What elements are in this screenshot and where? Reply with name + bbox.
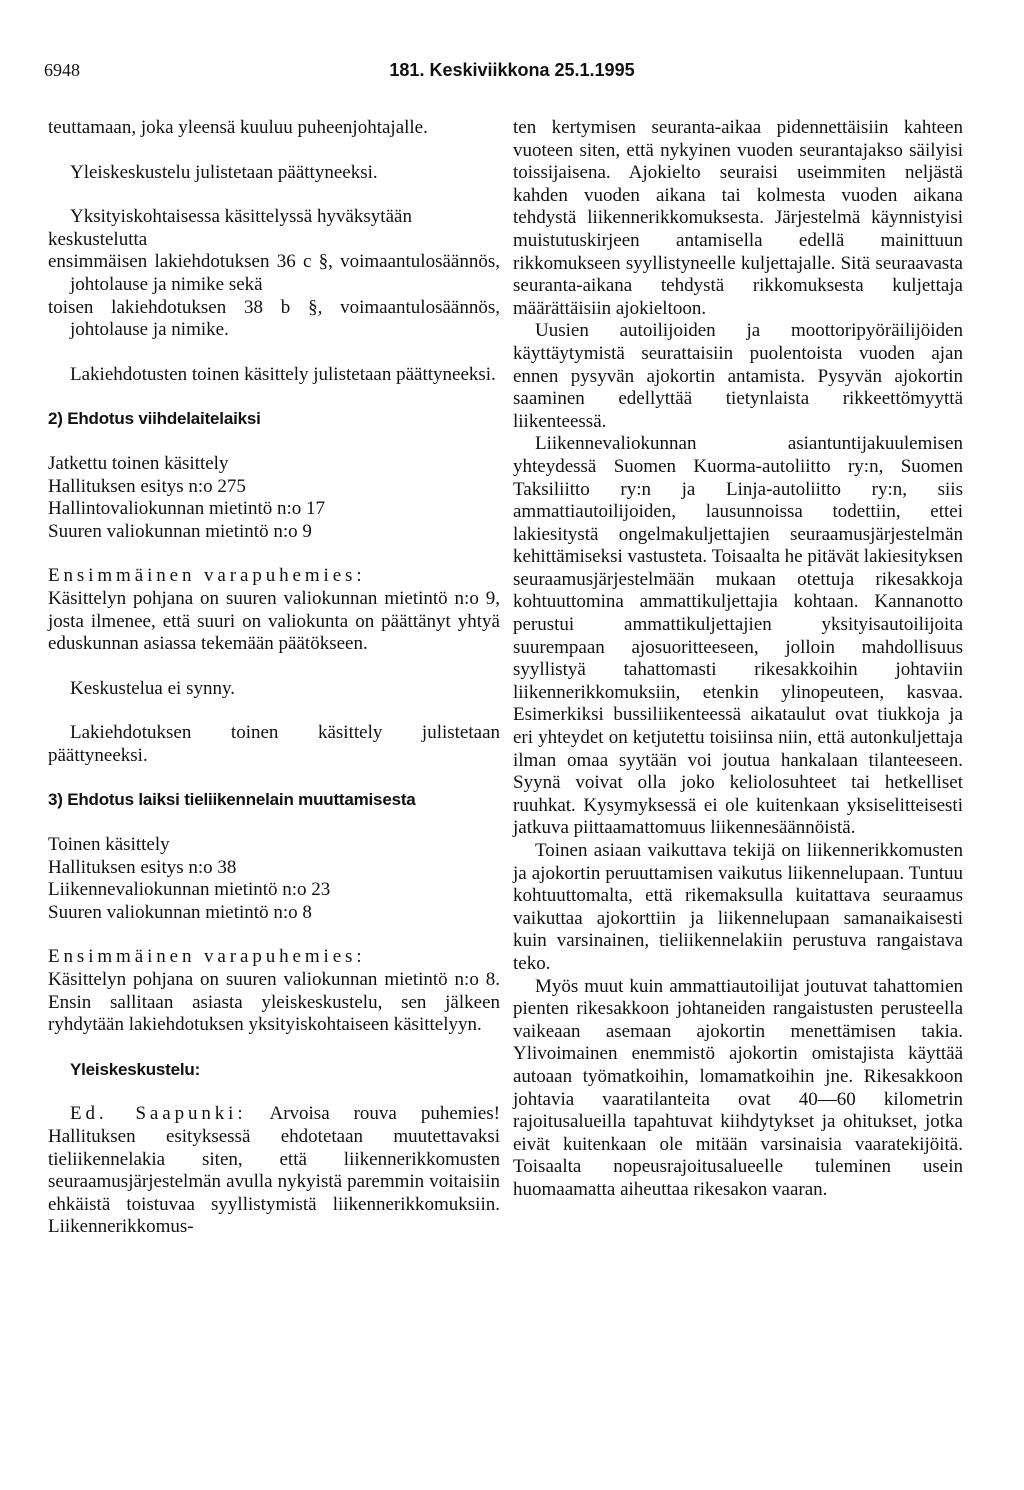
reference-line: Jatkettu toinen käsittely (48, 452, 229, 474)
paragraph: ten kertymisen seuranta-aikaa pidennettäisiin kahteen vuoteen siten, että nykyinen vuoden seurantajakso säilyisi toissijaisena. Ajokielto seuraisi useimmiten neljästä kahden vuoden aikana tai kolmesta vuoden aikana tehdystä liikennerikkomuksesta. Järjestelmä käynnistyisi muistutuskirjeen antamisella edellä mainittuun rikkomukseen syyllistyneelle kuljettajalle. Sitä seuraavasta seuranta-aikana tehdystä rikkomuksesta kuljettaja määrättäisiin ajokieltoon. (513, 117, 963, 319)
paragraph: Yksityiskohtaisessa käsittelyssä hyväksytään keskustelutta (48, 206, 412, 250)
paragraph: Käsittelyn pohjana on suuren valiokunnan mietintö n:o 8. Ensin sallitaan asiasta yleiskeskustelu, sen jälkeen ryhdytään lakiehdotuksen yksityiskohtaiseen käsittelyyn. (48, 969, 500, 1036)
section-heading: Yleiskeskustelu: (70, 1059, 201, 1079)
reference-line: Liikennevaliokunnan mietintö n:o 23 (48, 879, 331, 901)
paragraph: Yleiskeskustelu julistetaan päättyneeksi. (70, 161, 378, 183)
left-column (48, 117, 500, 1239)
page-number: 6948 (44, 60, 80, 80)
right-column (513, 117, 963, 1202)
session-title: 181. Keskiviikkona 25.1.1995 (389, 60, 635, 80)
page-header (44, 60, 980, 86)
section-heading: 3) Ehdotus laiksi tieliikennelain muuttamisesta (48, 790, 416, 810)
paragraph: Toinen asiaan vaikuttava tekijä on liikennerikkomusten ja ajokortin peruuttamisen vaikutus liikennelupaan. Tuntuu kohtuuttomalta, että rikemaksulla kuitattava seuraamus vaikuttaa ajokorttiin ja liikennelupaan samanaikaisesti kuin varsinainen, tieliikennelakiin perustuva rangaistava teko. (513, 840, 963, 974)
bill-references (48, 834, 500, 924)
speech-paragraph (48, 1103, 500, 1239)
reference-line: Toinen käsittely (48, 834, 170, 856)
paragraph: Liikennevaliokunnan asiantuntijakuulemisen yhteydessä Suomen Kuorma-autoliitto ry:n, Suomen Taksiliitto ry:n ja Linja-autoliitto ry:n, siis ammattiautoilijoiden, lausunnoissa todettiin, ettei lakiesitystä ongelmakuljettajien seuraamusjärjestelmän kehittämiseksi vastusteta. Toisaalta he pitävät lakiesityksen seuraamusjärjestelmään mukaan otettuja rikesakkoja kohtuuttomina ammattikuljettajia kohtaan. Kannanotto perustui ammattikuljettajien yksityisautoilijoita suurempaan ajosuoritteeseen, jolloin mahdollisuus syyllistyä tahattomasti rikesakkoihin johtaviin liikennerikkomuksiin, etenkin ylinopeuteen, kasvaa. Esimerkiksi bussiliikenteessä aikataulut ovat tiukkoja ja eri yhteydet on ketjutettu toisiinsa niin, että autonkuljettaja ilman omaa syytään voi joutua hankalaan tilanteeseen. Syynä voivat olla joko keliolosuhteet tai hetkelliset ruuhkat. Kysymyksessä ei ole kuitenkaan yksiselitteisesti jatkuva piittaamattomuus liikennesäännöistä. (513, 433, 963, 839)
section-heading: 2) Ehdotus viihdelaitelaiksi (48, 409, 261, 429)
reference-line: Suuren valiokunnan mietintö n:o 8 (48, 901, 312, 923)
reference-line: Hallituksen esitys n:o 38 (48, 856, 237, 878)
reference-line: Hallituksen esitys n:o 275 (48, 475, 246, 497)
speaker-label: Ensimmäinen varapuhemies: (48, 946, 366, 968)
bill-references (48, 453, 500, 543)
paragraph: Käsittelyn pohjana on suuren valiokunnan mietintö n:o 9, josta ilmenee, että suuri on valiokunta on päättänyt yhtyä eduskunnan asiassa tekemään päätökseen. (48, 587, 500, 655)
reference-line: Suuren valiokunnan mietintö n:o 9 (48, 520, 312, 542)
speaker-name: Ed. Saapunki: (70, 1103, 247, 1125)
paragraph: Lakiehdotusten toinen käsittely julistetaan päättyneeksi. (70, 363, 496, 385)
paragraph: Keskustelua ei synny. (70, 677, 235, 699)
paragraph: teuttamaan, joka yleensä kuuluu puheenjohtajalle. (48, 117, 428, 138)
paragraph: Lakiehdotuksen toinen käsittely julistetaan päättyneeksi. (48, 722, 500, 766)
list-item: toisen lakiehdotuksen 38 b §, voimaantulosäännös, johtolause ja nimike. (48, 296, 500, 341)
paragraph: Uusien autoilijoiden ja moottoripyöräilijöiden käyttäytymistä seurattaisiin puolentoista vuoden ajan ennen pysyvän ajokortin antamista. Pysyvän ajokortin saaminen edellyttää tietynlaista rikkeettömyyttä liikenteessä. (513, 320, 963, 432)
speech-text: Arvoisa rouva puhemies! Hallituksen esityksessä ehdotetaan muutettavaksi tieliikennelakia siten, että liikennerikkomusten seuraamusjärjestelmän avulla nykyistä paremmin voitaisiin ehkäistä toistuvaa syyllistymistä liikennerikkomuksiin. Liikennerikkomus- (48, 1103, 500, 1238)
reference-line: Hallintovaliokunnan mietintö n:o 17 (48, 498, 326, 520)
speaker-label: Ensimmäinen varapuhemies: (48, 565, 366, 587)
list-item: ensimmäisen lakiehdotuksen 36 c §, voimaantulosäännös, johtolause ja nimike sekä (48, 251, 500, 295)
paragraph: Myös muut kuin ammattiautoilijat joutuvat tahattomien pienten rikesakkoon johtaneiden rangaistusten perusteella vaikeaan asemaan ajokortin menettämisen takia. Ylivoimainen enemmistö ajokortin omistajista käyttää autoaan työmatkoihin, lomamatkoihin jne. Rikesakkoon johtavia vaaratilanteita ovat 40—60 kilometrin rajoitusalueilla tapahtuvat kiihdytykset ja ohitukset, jotka eivät kuitenkaan ole mitään varsinaisia vaaratekijöitä. Toisaalta nopeusrajoitusalueelle tuleminen usein huomaamatta aiheuttaa rikesakon vaaran. (513, 975, 963, 1200)
